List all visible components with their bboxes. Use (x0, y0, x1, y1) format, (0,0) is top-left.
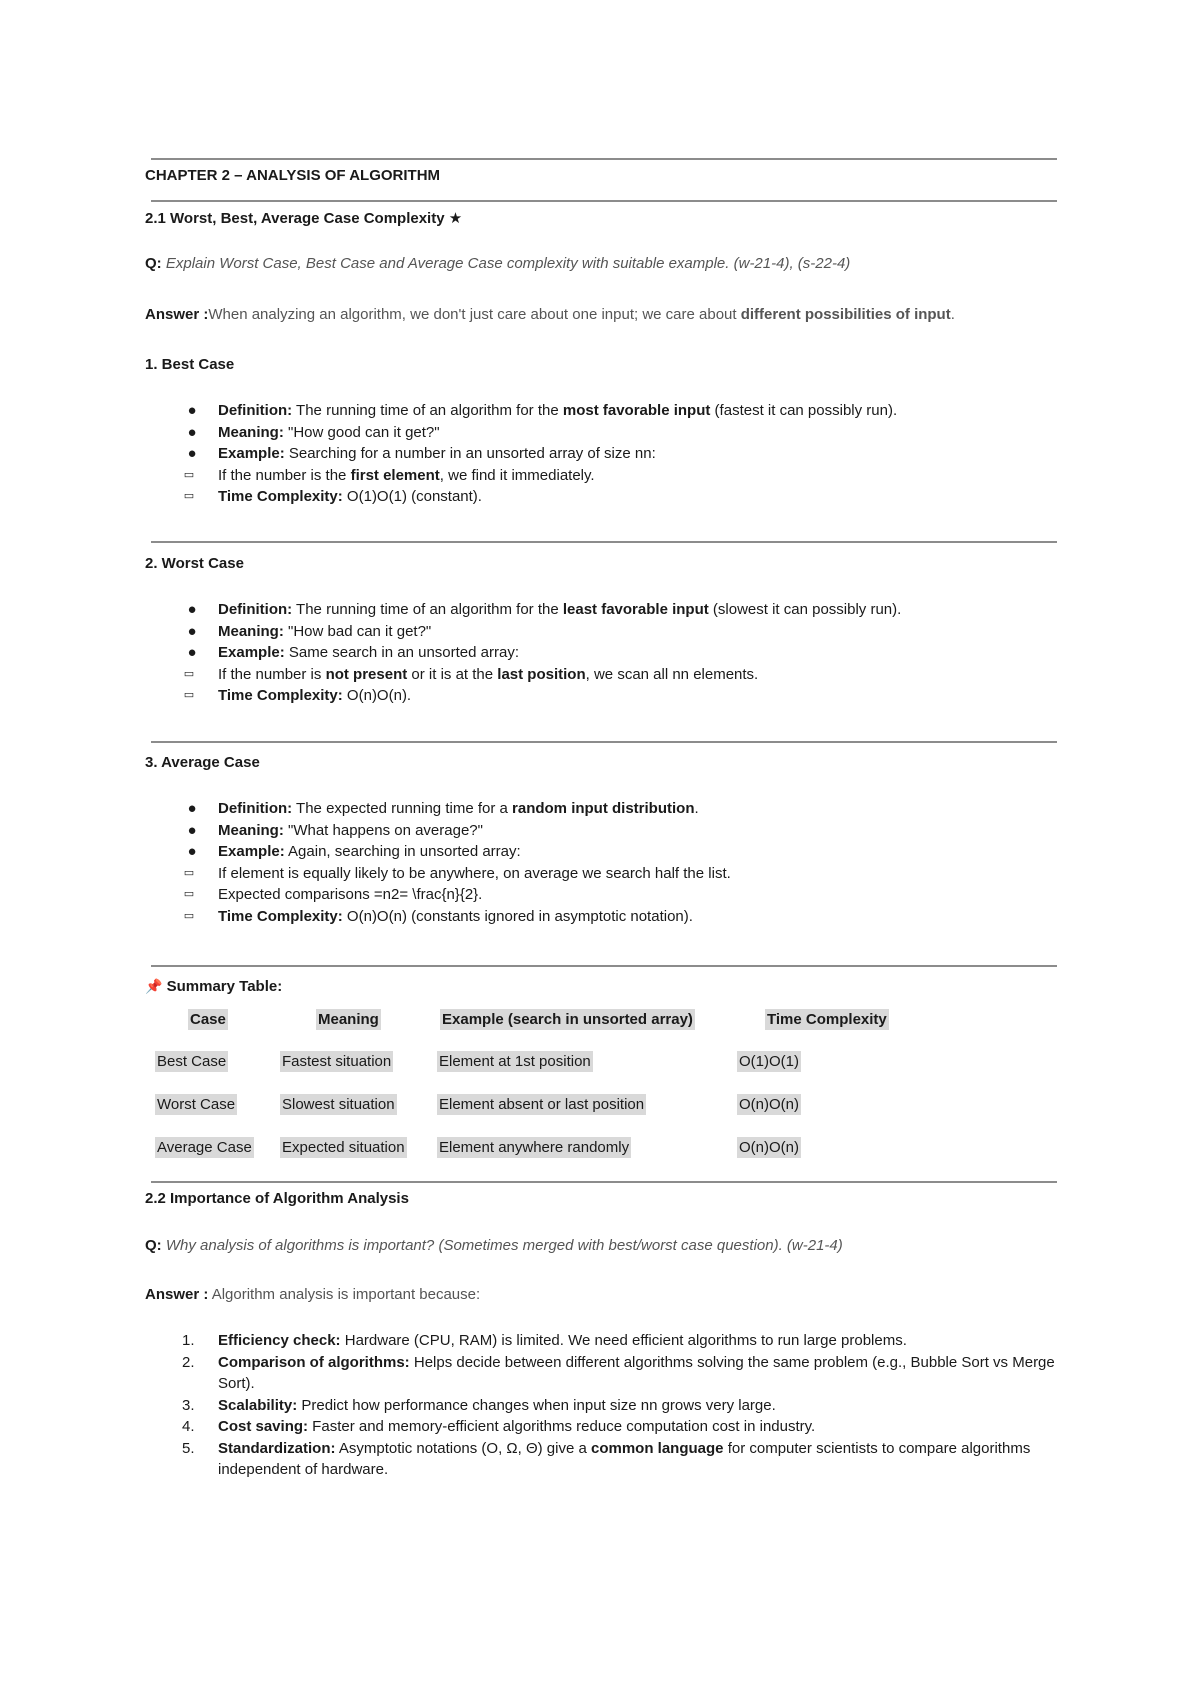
text: The running time of an algorithm for the (292, 402, 563, 419)
answer-label: Answer : (145, 306, 209, 323)
label: Definition: (218, 800, 293, 817)
list-item (145, 820, 1065, 842)
list-item (145, 422, 1065, 444)
text: for computer scientists to compare algorithms independent of hardware. (218, 1439, 1031, 1478)
text-bold: last position (497, 665, 586, 683)
answer-text: When analyzing an algorithm, we don't just care about one input; we care about (208, 306, 741, 323)
label: Meaning: (218, 622, 284, 640)
text: Searching for a number in an unsorted array of size nn: (284, 445, 656, 462)
text: Asymptotic notations (O, Ω, Θ) give a (335, 1439, 591, 1457)
list-number: 1. (182, 1332, 195, 1349)
answer-end: . (950, 306, 955, 323)
average-case-list (145, 798, 1065, 927)
text-bold: most favorable input (562, 402, 711, 419)
list-item (145, 599, 1065, 621)
list-number: 3. (182, 1396, 195, 1414)
bullet-icon: ● (187, 800, 197, 817)
text-bold: first element (350, 466, 440, 484)
table-cell: Average Case (157, 1139, 252, 1156)
pushpin-icon: 📌 (145, 978, 163, 994)
sub-list (72, 863, 1065, 928)
summary-title-text: Summary Table: (166, 978, 283, 995)
text: Predict how performance changes when input size nn grows very large. (297, 1396, 776, 1414)
worst-case-heading: 2. Worst Case (145, 555, 244, 572)
text: Again, searching in unsorted array: (284, 843, 521, 860)
text: O(n)O(n). (342, 687, 412, 704)
question-text: Why analysis of algorithms is important? (Sometimes merged with best/worst case question). (w-21-4) (165, 1237, 843, 1254)
table-cell: O(n)O(n) (739, 1096, 799, 1113)
list-item (72, 664, 1065, 686)
list-item (72, 906, 1065, 928)
list-item (145, 1438, 1075, 1481)
text-bold: not present (325, 665, 408, 683)
question-label: Q: (145, 255, 162, 272)
section-21-title: 2.1 Worst, Best, Average Case Complexity ★ (145, 210, 463, 227)
table-header: Meaning (318, 1011, 379, 1028)
sub-list (72, 664, 1065, 707)
hollow-bullet-icon: ▭ (183, 667, 195, 680)
text: , we scan all nn elements. (585, 665, 759, 683)
text: (fastest it can possibly run). (710, 402, 898, 419)
text: If the number is the (218, 466, 351, 484)
best-case-heading: 1. Best Case (145, 356, 235, 373)
label: Time Complexity: (218, 488, 343, 505)
table-cell: Element anywhere randomly (439, 1139, 630, 1156)
average-case-heading: 3. Average Case (145, 754, 260, 771)
label: Example: (218, 644, 285, 661)
divider (151, 200, 1057, 202)
table-header: Case (190, 1011, 226, 1028)
divider (151, 965, 1057, 967)
table-cell: Element absent or last position (439, 1096, 645, 1113)
bullet-icon: ● (187, 445, 197, 462)
text: "How good can it get?" (283, 423, 440, 441)
table-cell: Slowest situation (282, 1096, 395, 1113)
section-21-answer (145, 305, 955, 325)
section-21-question (145, 254, 850, 274)
text: O(1)O(1) (constant). (342, 488, 482, 505)
worst-case-list (145, 599, 1065, 707)
label: Cost saving: (218, 1418, 309, 1435)
hollow-bullet-icon: ▭ (183, 490, 195, 502)
text: "What happens on average?" (283, 821, 483, 839)
importance-list (145, 1330, 1075, 1481)
list-item (145, 621, 1065, 643)
bullet-icon: ● (187, 423, 197, 441)
label: Time Complexity: (218, 907, 343, 925)
list-item (145, 1330, 1075, 1352)
label: Standardization: (218, 1439, 336, 1457)
label: Scalability: (218, 1396, 298, 1414)
section-22-answer (145, 1285, 480, 1305)
section-22-title: 2.2 Importance of Algorithm Analysis (145, 1190, 409, 1207)
label: Example: (218, 843, 285, 860)
question-label: Q: (145, 1237, 162, 1254)
label: Comparison of algorithms: (218, 1353, 410, 1371)
list-item (72, 884, 1065, 906)
label: Meaning: (218, 423, 284, 441)
table-cell: Best Case (157, 1053, 227, 1070)
text: The expected running time for a (292, 800, 513, 817)
list-item (145, 642, 1065, 664)
text: Hardware (CPU, RAM) is limited. We need efficient algorithms to run large problems. (340, 1332, 907, 1349)
list-item (145, 1416, 1075, 1438)
answer-label: Answer : (145, 1286, 209, 1303)
list-number: 2. (182, 1353, 195, 1371)
list-item (145, 841, 1065, 863)
text: "How bad can it get?" (283, 622, 432, 640)
answer-text: Algorithm analysis is important because: (208, 1286, 481, 1303)
hollow-bullet-icon: ▭ (183, 866, 195, 879)
label: Time Complexity: (218, 687, 343, 704)
table-header: Time Complexity (767, 1011, 887, 1028)
sub-list (72, 465, 1065, 508)
table-cell: O(1)O(1) (739, 1053, 799, 1070)
list-item (145, 1352, 1075, 1395)
text: or it is at the (407, 665, 498, 683)
text: Faster and memory-efficient algorithms reduce computation cost in industry. (308, 1418, 816, 1435)
text-bold: least favorable input (562, 601, 709, 618)
hollow-bullet-icon: ▭ (183, 468, 195, 481)
table-cell: Expected situation (282, 1139, 405, 1156)
text: If the number is (218, 665, 326, 683)
list-number: 5. (182, 1439, 195, 1457)
bullet-icon: ● (187, 402, 197, 419)
section-22-question (145, 1236, 843, 1256)
answer-bold: different possibilities of input (740, 306, 951, 323)
text: (slowest it can possibly run). (708, 601, 902, 618)
bullet-icon: ● (187, 843, 197, 860)
list-item (145, 1395, 1075, 1417)
text: O(n)O(n) (constants ignored in asymptotic notation). (342, 907, 693, 925)
list-item (72, 685, 1065, 707)
list-item (72, 863, 1065, 885)
text-bold: common language (591, 1439, 724, 1457)
list-number: 4. (182, 1418, 195, 1435)
list-item (145, 400, 1065, 422)
list-item (145, 443, 1065, 465)
divider (151, 541, 1057, 543)
list-item (72, 486, 1065, 508)
table-cell: O(n)O(n) (739, 1139, 799, 1156)
question-text: Explain Worst Case, Best Case and Average Case complexity with suitable example. (w-21-4), (s-22-4) (165, 255, 851, 272)
text: The running time of an algorithm for the (292, 601, 563, 618)
divider (151, 158, 1057, 160)
text: If element is equally likely to be anywhere, on average we search half the list. (218, 864, 731, 882)
label: Efficiency check: (218, 1332, 341, 1349)
table-cell: Fastest situation (282, 1053, 392, 1070)
chapter-title: CHAPTER 2 – ANALYSIS OF ALGORITHM (145, 167, 441, 184)
summary-title (145, 976, 282, 997)
list-item (145, 798, 1065, 820)
table-cell: Worst Case (157, 1096, 236, 1113)
text: . (694, 800, 699, 817)
best-case-list (145, 400, 1065, 508)
text: Helps decide between different algorithms solving the same problem (e.g., Bubble Sort vs Merge Sort). (218, 1353, 1055, 1392)
label: Definition: (218, 402, 293, 419)
divider (151, 741, 1057, 743)
text: Expected comparisons =n2= \frac{n}{2}. (218, 886, 483, 903)
table-header: Example (search in unsorted array) (442, 1011, 693, 1028)
label: Meaning: (218, 821, 284, 839)
hollow-bullet-icon: ▭ (183, 689, 195, 701)
bullet-icon: ● (187, 622, 197, 640)
bullet-icon: ● (187, 644, 197, 661)
label: Example: (218, 445, 285, 462)
text: , we find it immediately. (439, 466, 595, 484)
text-bold: random input distribution (512, 800, 695, 817)
hollow-bullet-icon: ▭ (183, 888, 195, 900)
table-cell: Element at 1st position (439, 1053, 591, 1070)
text: Same search in an unsorted array: (284, 644, 519, 661)
bullet-icon: ● (187, 821, 197, 839)
divider (151, 1181, 1057, 1183)
bullet-icon: ● (187, 601, 197, 618)
label: Definition: (218, 601, 293, 618)
hollow-bullet-icon: ▭ (183, 909, 195, 922)
list-item (72, 465, 1065, 487)
